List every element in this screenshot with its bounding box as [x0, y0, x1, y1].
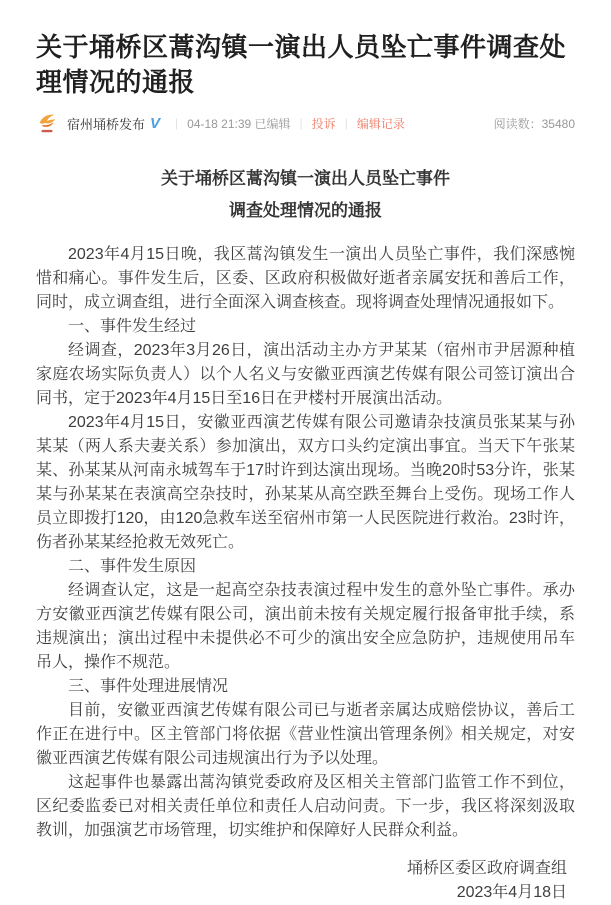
section-heading: 一、事件发生经过 [68, 318, 197, 335]
article-text [36, 243, 575, 843]
timestamp: 04-18 21:39 已编辑 [187, 116, 291, 131]
article-title [36, 163, 575, 227]
article-paragraph: 经调查认定，这是一起高空杂技表演过程中发生的意外坠亡事件。承办方安徽亚西演艺传媒有限公司，演出前未按有关规定履行报备审批手续，系违规演出；演出过程中未提供必不可少的演出安全应急防护，违规使用吊车吊人，操作不规范。 [36, 582, 575, 671]
publisher-name[interactable]: 宿州埇桥发布 [67, 116, 146, 132]
edit-history-link[interactable]: 编辑记录 [356, 116, 405, 131]
signature-org: 埇桥区委区政府调查组 [406, 860, 567, 877]
page-title: 关于埇桥区蒿沟镇一演出人员坠亡事件调查处理情况的通报 [36, 32, 567, 97]
separator: | [299, 116, 303, 130]
report-link[interactable]: 投诉 [311, 116, 336, 131]
article-title-line2: 调查处理情况的通报 [229, 201, 382, 220]
article-paragraph: 经调查，2023年3月26日，演出活动主办方尹某某（宿州市尹居源种植家庭农场实际负责人）以个人名义与安徽亚西演艺传媒有限公司签订演出合同书，定于2023年4月15日至16日在尹楼村开展演出活动。 [36, 342, 575, 407]
verified-badge-icon: V [150, 114, 161, 132]
article-paragraph: 这起事件也暴露出蒿沟镇党委政府及区相关主管部门监管工作不到位，区纪委监委已对相关责任单位和责任人启动问责。下一步，我区将深刻汲取教训，加强演艺市场管理，切实维护和保障好人民群众利益。 [36, 774, 575, 839]
article-paragraph: 2023年4月15日晚，我区蒿沟镇发生一演出人员坠亡事件，我们深感惋惜和痛心。事件发生后，区委、区政府积极做好逝者亲属安抚和善后工作，同时，成立调查组，进行全面深入调查核查。现将调查处理情况通报如下。 [36, 246, 575, 311]
section-heading: 三、事件处理进展情况 [68, 678, 229, 695]
article-paragraph: 目前，安徽亚西演艺传媒有限公司已与逝者亲属达成赔偿协议，善后工作正在进行中。区主管部门将依据《营业性演出管理条例》相关规定，对安徽亚西演艺传媒有限公司违规演出行为予以处理。 [36, 702, 575, 767]
signature-date: 2023年4月18日 [456, 884, 567, 901]
article-title-line1: 关于埇桥区蒿沟镇一演出人员坠亡事件 [161, 169, 450, 188]
article-page [0, 30, 611, 905]
separator: | [175, 116, 179, 130]
read-count: 阅读数：35480 [493, 116, 575, 131]
separator: | [344, 116, 348, 130]
section-heading: 二、事件发生原因 [68, 558, 197, 575]
article-body-container [36, 163, 575, 905]
article-paragraph: 2023年4月15日，安徽亚西演艺传媒有限公司邀请杂技演员张某某与孙某某（两人系夫妻关系）参加演出，双方口头约定演出事宜。当天下午张某某、孙某某从河南永城驾车于17时许到达演出现场。当晚20时53分许，张某某与孙某某在表演高空杂技时，孙某某从高空跌至舞台上受伤。现场工作人员立即拨打120，由120急救车送至宿州市第一人民医院进行救治。23时许，伤者孙某某经抢救无效死亡。 [36, 414, 575, 551]
publisher-avatar-icon[interactable] [36, 111, 58, 135]
byline [36, 110, 575, 136]
signature-block [36, 857, 575, 905]
